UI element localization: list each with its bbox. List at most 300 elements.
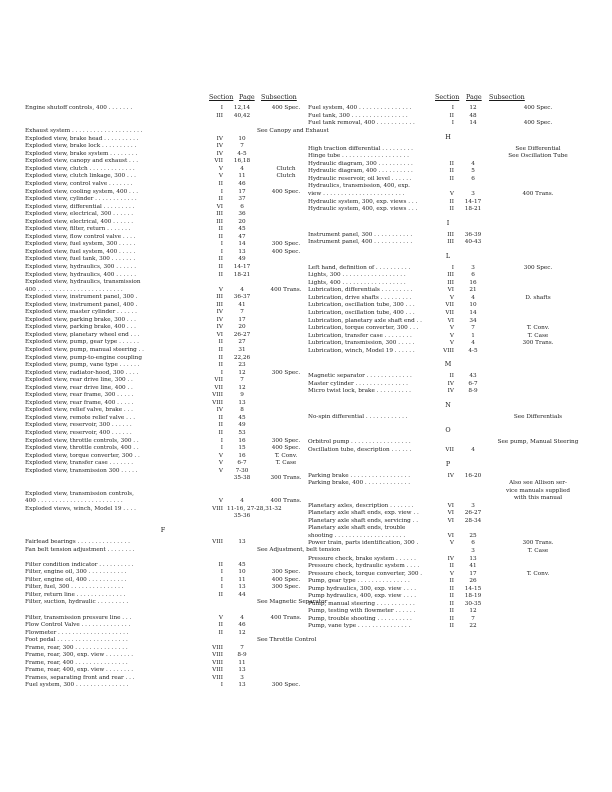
entry-text: Filter, return line . . . . . . . . . . . . . . xyxy=(25,591,126,598)
entry-text: Exploded view, control valve . . . . . . . xyxy=(25,180,133,187)
index-entry xyxy=(308,510,588,518)
index-entry xyxy=(25,562,301,570)
entry-section: II xyxy=(218,263,223,270)
entry-text: Exploded view, master cylinder . . . . . . xyxy=(25,309,137,316)
index-entry xyxy=(25,445,301,453)
entry-page: 12 xyxy=(469,608,477,615)
entry-page: 16 xyxy=(238,437,246,444)
entry-subsection: See Adjustment, belt tension xyxy=(257,546,341,553)
entry-page: 14 xyxy=(238,241,246,248)
entry-section: VIII xyxy=(212,652,223,659)
entry-section: II xyxy=(218,362,223,369)
entry-page: 4 xyxy=(240,614,244,621)
index-entry xyxy=(25,332,301,340)
index-entry xyxy=(25,460,301,468)
column-header xyxy=(25,93,301,104)
index-entry xyxy=(25,475,301,483)
index-entry xyxy=(308,518,588,526)
index-entry xyxy=(308,310,588,318)
entry-section: II xyxy=(449,600,454,607)
entry-text: Exploded view, brake head . . . . . . . . . . xyxy=(25,135,139,142)
entry-page: 45 xyxy=(238,561,246,568)
index-entry xyxy=(25,249,301,257)
entry-text: Instrument panel, 400 . . . . . . . . . . . xyxy=(308,239,413,246)
entry-text: Exploded view, reservoir, 400 . . . . . . xyxy=(25,430,132,437)
entry-text: Exploded view, rear drive line, 300 . . xyxy=(25,377,133,384)
entry-text: Filter, transmission pressure line . . . xyxy=(25,614,132,621)
entry-text: Lubrication, transmission, 300 . . . . . xyxy=(308,340,415,347)
index-column-right xyxy=(308,93,588,631)
entry-page: 30-35 xyxy=(464,600,482,607)
entry-page: 37 xyxy=(238,196,246,203)
entry-subsection: 300 Trans. xyxy=(522,540,554,547)
letter-heading: H xyxy=(445,132,451,141)
index-entry xyxy=(308,480,588,488)
entry-page: 17 xyxy=(238,188,246,195)
index-entry xyxy=(25,438,301,446)
entry-section: III xyxy=(216,211,223,218)
entry-section: I xyxy=(220,105,223,111)
entry-section: I xyxy=(220,682,223,689)
entry-text: Foot pedal . . . . . . . . . . . . . . . . . . . . xyxy=(25,637,128,644)
entry-section: VI xyxy=(447,287,454,294)
entry-subsection: 400 Spec. xyxy=(271,188,301,195)
entry-page: 40,42 xyxy=(233,112,251,119)
index-entry xyxy=(308,473,588,481)
entry-page: 46 xyxy=(238,180,246,187)
entry-subsection: 300 Trans. xyxy=(270,475,302,482)
entry-subsection: 400 Spec. xyxy=(271,445,301,452)
index-entry xyxy=(308,206,588,214)
entry-section: II xyxy=(449,563,454,570)
entry-section: IV xyxy=(216,143,223,150)
entry-text: Pump, vane type . . . . . . . . . . . . . . . xyxy=(308,623,411,630)
entry-page: 12,14 xyxy=(233,105,251,111)
index-entry xyxy=(25,309,301,317)
entry-text: Exploded view, transmission controls, xyxy=(25,490,134,497)
entry-section: VIII xyxy=(443,347,454,354)
entry-page: 7-30 xyxy=(235,467,249,474)
entry-text: Planetary axles, description . . . . . . . xyxy=(308,502,414,509)
index-entry xyxy=(25,667,301,675)
entry-section: III xyxy=(447,239,454,246)
entry-text: Exploded view, transfer case . . . . . . . xyxy=(25,460,134,467)
entry-section: I xyxy=(220,241,223,248)
index-entry xyxy=(308,340,588,348)
index-entry xyxy=(25,592,301,600)
entry-text: Exploded view, torque converter, 300 . . xyxy=(25,452,140,459)
entry-text: Exploded view, fuel tank, 300 . . . . . . . xyxy=(25,256,136,263)
entry-section: VIII xyxy=(212,667,223,674)
entry-page: 4 xyxy=(240,165,244,172)
entry-section: V xyxy=(449,340,454,347)
index-entry xyxy=(308,333,588,341)
index-entry xyxy=(308,168,588,176)
letter-heading: M xyxy=(444,360,452,369)
entry-page: 16,18 xyxy=(233,158,251,165)
entry-text: 400 . . . . . . . . . . . . . . . . . . . . . . . . xyxy=(25,286,123,293)
entry-page: 13 xyxy=(238,682,246,689)
entry-page: 44 xyxy=(238,591,246,598)
entry-subsection: See pump, Manual Steering xyxy=(497,439,579,446)
entry-text: Hinge tube . . . . . . . . . . . . . . . . . . . xyxy=(308,153,409,160)
entry-section: I xyxy=(451,105,454,111)
entry-page: 36-37 xyxy=(233,294,251,301)
entry-text: Parking brake . . . . . . . . . . . . . . . . . xyxy=(308,472,411,479)
entry-subsection: See Canopy and Exhaust xyxy=(257,128,329,135)
entry-page: 26-27 xyxy=(464,510,482,517)
index-entry xyxy=(308,120,588,128)
entry-text: Frames, separating front and rear . . . xyxy=(25,674,135,681)
entry-text: Fuel tank removal, 400 . . . . . . . . . . . xyxy=(308,120,415,127)
entry-text: Engine shutoff controls, 400 . . . . . . . xyxy=(25,105,133,111)
entry-text: Left hand, definition of . . . . . . . . . . xyxy=(308,264,411,271)
entry-subsection: 300 Spec. xyxy=(271,241,301,248)
entry-text: Fan belt tension adjustment . . . . . . . . xyxy=(25,546,135,553)
entry-text: Exploded views, winch, Model 19 . . . . xyxy=(25,505,136,512)
index-entry xyxy=(25,347,301,355)
entry-page: 6 xyxy=(471,272,475,279)
entry-subsection: 400 Trans. xyxy=(522,190,554,197)
index-entry xyxy=(25,158,301,166)
index-entry xyxy=(25,513,301,521)
index-entry xyxy=(308,503,588,511)
index-entry xyxy=(308,325,588,333)
entry-page: 13 xyxy=(238,584,246,591)
entry-page: 7 xyxy=(240,644,244,651)
letter-heading: I xyxy=(446,218,450,227)
index-entry xyxy=(25,377,301,385)
entry-section: VI xyxy=(447,317,454,324)
entry-page: 14-17 xyxy=(233,263,251,270)
entry-section: II xyxy=(218,430,223,437)
entry-section: VIII xyxy=(212,644,223,651)
entry-section: IV xyxy=(447,472,454,479)
entry-text: Exploded view, hydraulics, transmission xyxy=(25,279,141,286)
entry-text: Exploded view, brake lock . . . . . . . . . . xyxy=(25,143,137,150)
entry-section: V xyxy=(218,460,223,467)
entry-section: II xyxy=(218,271,223,278)
entry-page: 9 xyxy=(240,392,244,399)
entry-text: Flow Control Valve . . . . . . . . . . . . . . xyxy=(25,622,131,629)
entry-section: IV xyxy=(216,316,223,323)
index-entry xyxy=(308,488,588,496)
entry-page: 27 xyxy=(238,339,246,346)
entry-text: Exploded view, parking brake, 300 . . . xyxy=(25,316,136,323)
entry-subsection: See Differential xyxy=(515,145,561,152)
entry-text: Hydraulic system, 300, exp. views . . . xyxy=(308,198,418,205)
index-entry xyxy=(25,234,301,242)
entry-section: II xyxy=(218,354,223,361)
entry-page: 12 xyxy=(238,629,246,636)
entry-subsection: 400 Spec. xyxy=(523,105,553,111)
entry-page: 10 xyxy=(238,135,246,142)
index-entry xyxy=(25,652,301,660)
entry-page: 53 xyxy=(238,430,246,437)
entry-section: II xyxy=(218,591,223,598)
entry-page: 6-7 xyxy=(237,460,247,467)
index-entry xyxy=(308,578,588,586)
index-entry xyxy=(308,495,588,503)
entry-page: 21 xyxy=(469,287,477,294)
entry-page: 36-39 xyxy=(464,231,482,238)
entry-subsection: T. Conv. xyxy=(526,570,550,577)
index-entry xyxy=(308,414,588,422)
entry-text: Lights, 400 . . . . . . . . . . . . . . . . . . xyxy=(308,279,406,286)
entry-subsection: Clutch xyxy=(276,165,296,172)
entry-section: VI xyxy=(447,510,454,517)
entry-text: Filter, suction, hydraulic . . . . . . . . . xyxy=(25,599,129,606)
entry-text: Exploded view, radiator-hood, 300 . . . . xyxy=(25,369,139,376)
index-entry xyxy=(25,675,301,683)
entry-page: 31 xyxy=(238,347,246,353)
entry-text: Exploded view, transmission 300 . . . . . xyxy=(25,467,138,474)
index-entry xyxy=(25,569,301,577)
index-entry xyxy=(308,556,588,564)
entry-page: 6 xyxy=(471,540,475,547)
entry-text: Lubrication, transfer case . . . . . . . . xyxy=(308,332,412,339)
entry-page: 6-7 xyxy=(468,380,478,387)
entry-subsection: See Throttle Control xyxy=(257,637,317,644)
entry-page: 4 xyxy=(471,340,475,347)
entry-subsection: See Oscillation Tube xyxy=(508,153,568,160)
entry-text: Pump, gear type . . . . . . . . . . . . . . . xyxy=(308,578,410,585)
entry-text: Exploded view, canopy and exhaust . . . xyxy=(25,158,139,165)
entry-text: Filter, engine oil, 400 . . . . . . . . . . . xyxy=(25,576,127,583)
entry-text: Pump, manual steering . . . . . . . . . . . xyxy=(308,600,415,607)
entry-section: V xyxy=(449,294,454,301)
entry-section: VII xyxy=(445,309,454,316)
index-entry xyxy=(25,491,301,499)
entry-page: 3 xyxy=(471,264,475,271)
entry-text: Pressure check, hydraulic system . . . . xyxy=(308,563,420,570)
entry-page: 3 xyxy=(240,674,244,681)
entry-section: VII xyxy=(214,384,223,391)
entry-page: 4-5 xyxy=(237,150,247,157)
entry-subsection: T. Conv. xyxy=(274,452,298,459)
index-entry xyxy=(308,183,588,191)
index-entry xyxy=(25,637,317,645)
entry-subsection: 400 Trans. xyxy=(270,286,302,293)
entry-text: Micro twist lock, brake . . . . . . . . . . xyxy=(308,388,411,395)
entry-text: Lubrication, drive shafts . . . . . . . . . xyxy=(308,294,412,301)
entry-page: 43 xyxy=(469,373,477,380)
index-entry xyxy=(25,539,301,547)
entry-text: Exploded view, electrical, 400 . . . . . . xyxy=(25,218,134,225)
entry-page: 3 xyxy=(471,190,475,197)
entry-text: Exploded view, pump, manual steering . . xyxy=(25,347,144,353)
entry-text: Pump, trouble shooting . . . . . . . . . . xyxy=(308,615,412,622)
index-entry xyxy=(308,563,588,571)
spacer xyxy=(25,483,301,491)
entry-page: 4 xyxy=(240,498,244,505)
entry-subsection: 300 Spec. xyxy=(271,437,301,444)
entry-section: VIII xyxy=(212,539,223,546)
index-column-left xyxy=(25,93,341,690)
entry-section: VI xyxy=(447,532,454,539)
entry-page: 11-16, 27-28,31-32 xyxy=(227,505,282,512)
entry-section: I xyxy=(220,188,223,195)
entry-section: V xyxy=(218,498,223,505)
index-entry xyxy=(25,370,301,378)
index-entry xyxy=(308,601,588,609)
entry-section: V xyxy=(449,325,454,332)
entry-text: Planetary axle shaft ends, exp. view . . xyxy=(308,510,419,517)
entry-page: 41 xyxy=(469,563,477,570)
entry-text: Exploded view, fuel system, 300 . . . . . xyxy=(25,241,136,248)
index-entry xyxy=(25,506,301,514)
entry-text: Exploded view, brake system . . . . . . . . xyxy=(25,150,138,157)
index-entry xyxy=(308,191,588,199)
entry-text: Filter condition indicator . . . . . . . . . . xyxy=(25,561,134,568)
entry-text: Orbitrol pump . . . . . . . . . . . . . . . . . xyxy=(308,439,411,446)
entry-text: Frame, rear, 300, exp. view . . . . . . . . xyxy=(25,652,134,659)
index-entry xyxy=(25,264,301,272)
entry-section: V xyxy=(218,452,223,459)
index-entry xyxy=(25,362,301,370)
spacer xyxy=(25,120,301,128)
entry-page: 4-5 xyxy=(468,347,478,354)
index-entry xyxy=(25,385,301,393)
letter-heading: N xyxy=(445,400,451,409)
entry-section: III xyxy=(447,231,454,238)
entry-section: II xyxy=(449,608,454,615)
index-entry xyxy=(25,287,301,295)
entry-section: II xyxy=(449,206,454,213)
entry-section: II xyxy=(449,198,454,205)
index-entry xyxy=(25,104,301,113)
entry-text: Lubrication, oscillation tube, 300 . . . xyxy=(308,302,415,309)
entry-page: 4 xyxy=(471,160,475,167)
entry-page: 18-21 xyxy=(464,206,482,213)
index-entry xyxy=(25,599,328,607)
entry-section: II xyxy=(449,112,454,119)
entry-page: 4 xyxy=(471,294,475,301)
letter-heading: F xyxy=(160,526,166,535)
entry-text: Exploded view, reservoir, 300 . . . . . . xyxy=(25,422,132,429)
entry-subsection: 300 Spec. xyxy=(523,264,553,271)
index-entry xyxy=(25,294,301,302)
entry-page: 7 xyxy=(240,143,244,150)
index-entry xyxy=(308,176,588,184)
letter-heading: O xyxy=(445,426,451,435)
entry-section: II xyxy=(449,623,454,630)
entry-text: Exploded view, rear drive line, 400 . . xyxy=(25,384,133,391)
entry-text: Pump hydraulics, 300, exp. view . . . . xyxy=(308,585,417,592)
index-entry xyxy=(25,181,301,189)
index-entry xyxy=(25,584,301,592)
index-entry xyxy=(308,302,588,310)
index-entry xyxy=(308,586,588,594)
index-entry xyxy=(25,577,301,585)
entry-page: 11 xyxy=(238,173,246,180)
entry-subsection: 300 Spec. xyxy=(271,369,301,376)
entry-text: Exploded view, pump, vane type . . . . . . xyxy=(25,362,140,369)
index-entry xyxy=(308,287,588,295)
entry-page: 4 xyxy=(471,447,475,453)
index-entry xyxy=(308,104,588,113)
entry-section: VIII xyxy=(212,505,223,512)
entry-section: III xyxy=(216,218,223,225)
index-entry xyxy=(25,615,301,623)
entry-text: Filter, fuel, 300 . . . . . . . . . . . . . . . xyxy=(25,584,124,591)
entry-page: 11 xyxy=(238,659,246,666)
entry-text: Planetary axle shaft ends, trouble xyxy=(308,525,406,532)
entry-page: 17 xyxy=(238,316,246,323)
entry-section: VIII xyxy=(212,674,223,681)
entry-text: No-spin differential . . . . . . . . . . . . xyxy=(308,413,408,420)
entry-text: Exploded view, rear frame, 300 . . . . . xyxy=(25,392,134,399)
index-entry xyxy=(25,136,301,144)
index-entry xyxy=(308,623,588,631)
entry-section: IV xyxy=(447,380,454,387)
entry-section: II xyxy=(449,615,454,622)
entry-text: Exploded view, pump-to-engine coupling xyxy=(25,354,142,361)
entry-section: II xyxy=(449,175,454,182)
section-heading: Section xyxy=(209,93,234,101)
entry-text: Lubrication, torque converter, 300 . . . xyxy=(308,325,419,332)
entry-page: 35-38 xyxy=(233,475,251,482)
entry-page: 12 xyxy=(469,105,477,111)
entry-page: 49 xyxy=(238,422,246,429)
entry-section: III xyxy=(216,294,223,301)
entry-text: Filter, engine oil, 300 . . . . . . . . . . . xyxy=(25,569,127,576)
entry-subsection: 400 Spec. xyxy=(271,576,301,583)
entry-page: 7 xyxy=(471,325,475,332)
index-entry xyxy=(25,453,301,461)
entry-text: Fuel system, 400 . . . . . . . . . . . . . . . xyxy=(308,105,412,111)
entry-text: Lubrication, oscillation tube, 400 . . . xyxy=(308,309,415,316)
entry-page: 11 xyxy=(238,576,246,583)
index-entry xyxy=(25,151,301,159)
entry-subsection: 400 Trans. xyxy=(270,614,302,621)
entry-text: Exploded view, electrical, 300 . . . . . . xyxy=(25,211,134,218)
entry-section: V xyxy=(218,286,223,293)
entry-text: Exploded view, clutch linkage, 300 . . . xyxy=(25,173,136,180)
entry-section: V xyxy=(218,614,223,621)
entry-page: 45 xyxy=(238,226,246,233)
entry-section: II xyxy=(449,593,454,600)
entry-subsection: D. shafts xyxy=(525,294,551,301)
entry-text: Exploded view, parking brake, 400 . . . xyxy=(25,324,136,331)
entry-text: Exploded view, flow control valve . . . . xyxy=(25,233,136,240)
entry-page: 36 xyxy=(238,211,246,218)
entry-subsection: T. Case xyxy=(527,332,549,339)
entry-section: VI xyxy=(447,517,454,524)
index-entry xyxy=(25,173,301,181)
entry-page: 6 xyxy=(240,203,244,210)
entry-text: Lights, 300 . . . . . . . . . . . . . . . . . . xyxy=(308,272,406,279)
entry-page: 26-27 xyxy=(233,331,251,338)
entry-page: 46 xyxy=(238,622,246,629)
entry-page: 13 xyxy=(469,555,477,562)
entry-section: I xyxy=(220,576,223,583)
entry-text: shooting . . . . . . . . . . . . . . . . . . . . xyxy=(308,532,406,539)
index-entry xyxy=(308,199,588,207)
entry-section: IV xyxy=(216,324,223,331)
index-entry xyxy=(308,608,588,616)
entry-section: II xyxy=(218,233,223,240)
entry-text: High traction differential . . . . . . . . . xyxy=(308,145,413,152)
section-heading: Section xyxy=(435,93,460,101)
entry-subsection: See Differentials xyxy=(513,413,563,420)
entry-section: I xyxy=(220,584,223,591)
entry-text: Lubrication, winch, Model 19 . . . . . . xyxy=(308,347,415,354)
index-entry xyxy=(25,407,301,415)
index-entry xyxy=(308,439,588,447)
entry-section: VII xyxy=(445,302,454,309)
entry-section: VI xyxy=(216,331,223,338)
